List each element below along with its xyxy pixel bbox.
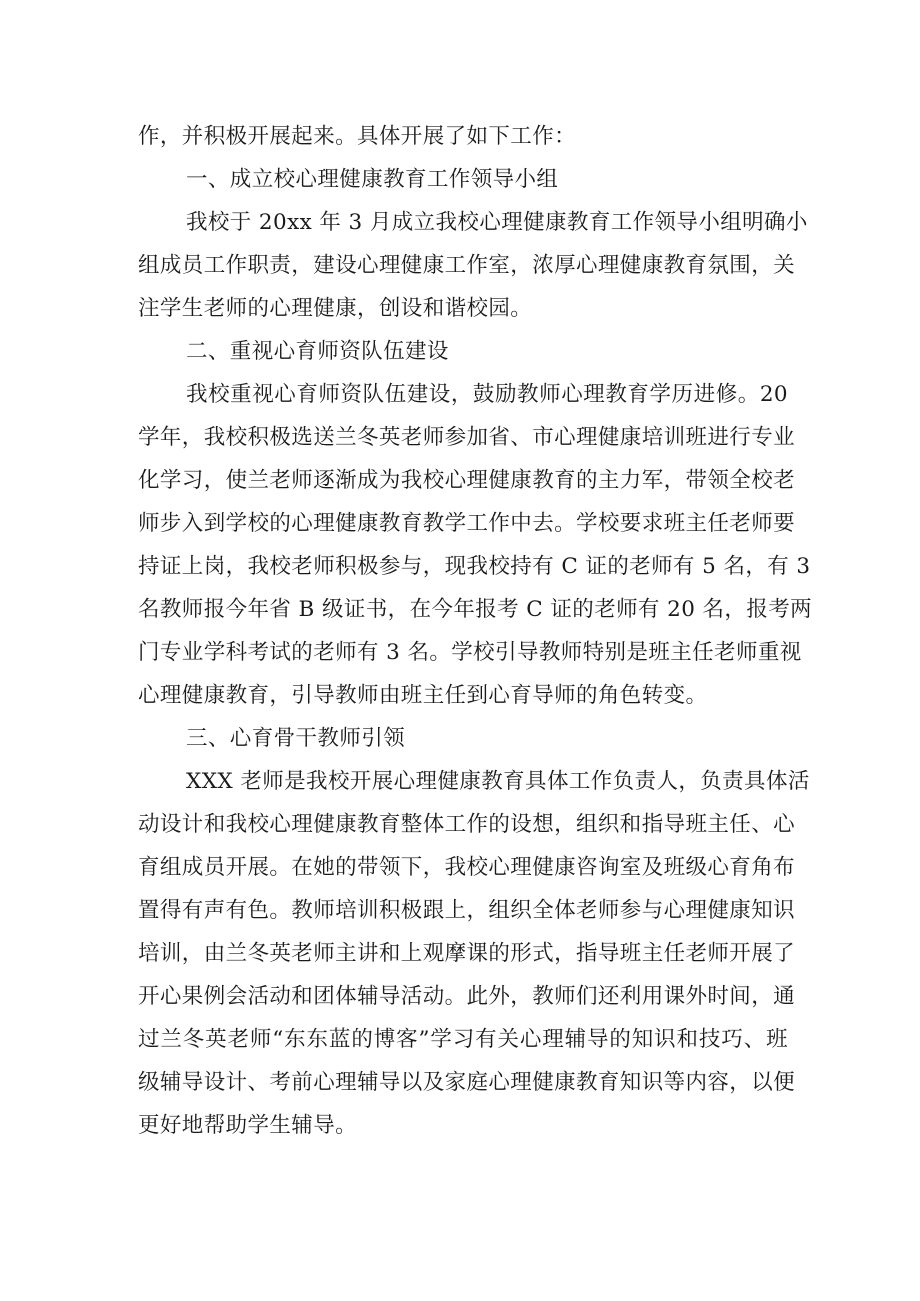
text-line: 更好地帮助学生辅导。 [138,1113,358,1138]
text-line: 注学生老师的心理健康，创设和谐校园。 [138,296,533,321]
text-line: 我校于 20xx 年 3 月成立我校心理健康教育工作领导小组明确小 [186,210,808,235]
text-line: 心理健康教育，引导教师由班主任到心育导师的角色转变。 [138,683,708,708]
text-line: 持证上岗，我校老师积极参与，现我校持有 C 证的老师有 5 名，有 3 [138,554,811,579]
text-line: XXX 老师是我校开展心理健康教育具体工作负责人，负责具体活 [186,769,810,794]
text-line: 动设计和我校心理健康教育整体工作的设想，组织和指导班主任、心 [138,812,796,837]
text-line: 化学习，使兰老师逐渐成为我校心理健康教育的主力军，带领全校老 [138,468,796,493]
text-line: 开心果例会活动和团体辅导活动。此外，教师们还利用课外时间，通 [138,984,796,1009]
section-heading-3: 三、心育骨干教师引领 [186,726,406,751]
section-heading-2: 二、重视心育师资队伍建设 [186,339,449,364]
section-heading-1: 一、成立校心理健康教育工作领导小组 [186,167,559,192]
text-line: 门专业学科考试的老师有 3 名。学校引导教师特别是班主任老师重视 [138,640,802,665]
text-line: 培训，由兰冬英老师主讲和上观摩课的形式，指导班主任老师开展了 [138,941,796,966]
text-line: 作，并积极开展起来。具体开展了如下工作： [138,124,577,149]
text-line: 我校重视心育师资队伍建设，鼓励教师心理教育学历进修。20 [186,382,788,407]
text-line: 过兰冬英老师“东东蓝的博客”学习有关心理辅导的知识和技巧、班 [138,1027,788,1052]
text-line: 育组成员开展。在她的带领下，我校心理健康咨询室及班级心育角布 [138,855,796,880]
text-line: 级辅导设计、考前心理辅导以及家庭心理健康教育知识等内容，以便 [138,1070,796,1095]
text-line: 置得有声有色。教师培训积极跟上，组织全体老师参与心理健康知识 [138,898,796,923]
text-line: 学年，我校积极选送兰冬英老师参加省、市心理健康培训班进行专业 [138,425,796,450]
text-line: 名教师报今年省 B 级证书，在今年报考 C 证的老师有 20 名，报考两 [138,597,813,622]
text-line: 师步入到学校的心理健康教育教学工作中去。学校要求班主任老师要 [138,511,796,536]
text-line: 组成员工作职责，建设心理健康工作室，浓厚心理健康教育氛围，关 [138,253,796,278]
